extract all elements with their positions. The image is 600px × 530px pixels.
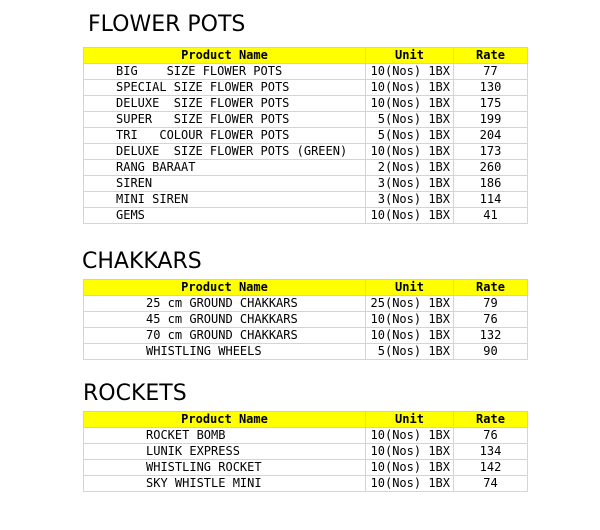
unit-cell: 10(Nos) 1BX (366, 96, 454, 112)
product-name-cell: ROCKET BOMB (84, 428, 366, 444)
unit-cell: 10(Nos) 1BX (366, 208, 454, 224)
table-header-row (84, 48, 528, 64)
column-header-unit: Unit (366, 412, 454, 428)
table-row (84, 144, 528, 160)
flower-pots-table (83, 47, 528, 224)
table-row (84, 192, 528, 208)
table-row (84, 208, 528, 224)
product-name-cell: RANG BARAAT (84, 160, 366, 176)
product-name-cell: LUNIK EXPRESS (84, 444, 366, 460)
unit-cell: 10(Nos) 1BX (366, 476, 454, 492)
table-row (84, 96, 528, 112)
table-row (84, 344, 528, 360)
unit-cell: 5(Nos) 1BX (366, 344, 454, 360)
rate-cell: 175 (454, 96, 528, 112)
rate-cell: 132 (454, 328, 528, 344)
table-row (84, 460, 528, 476)
rockets-table (83, 411, 528, 492)
table-row (84, 328, 528, 344)
unit-cell: 3(Nos) 1BX (366, 192, 454, 208)
rate-cell: 173 (454, 144, 528, 160)
rate-cell: 130 (454, 80, 528, 96)
section-title-flower-pots: FLOWER POTS (88, 12, 246, 37)
product-name-cell: SUPER SIZE FLOWER POTS (84, 112, 366, 128)
product-name-cell: 70 cm GROUND CHAKKARS (84, 328, 366, 344)
rate-cell: 134 (454, 444, 528, 460)
chakkars-table (83, 279, 528, 360)
product-name-cell: TRI COLOUR FLOWER POTS (84, 128, 366, 144)
table-row (84, 296, 528, 312)
product-name-cell: MINI SIREN (84, 192, 366, 208)
product-name-cell: 45 cm GROUND CHAKKARS (84, 312, 366, 328)
column-header-product-name: Product Name (84, 48, 366, 64)
table-row (84, 64, 528, 80)
rate-cell: 260 (454, 160, 528, 176)
column-header-rate: Rate (454, 48, 528, 64)
rate-cell: 41 (454, 208, 528, 224)
section-title-rockets: ROCKETS (83, 381, 187, 406)
rate-cell: 76 (454, 428, 528, 444)
rate-cell: 90 (454, 344, 528, 360)
rate-cell: 77 (454, 64, 528, 80)
column-header-rate: Rate (454, 280, 528, 296)
table-row (84, 80, 528, 96)
unit-cell: 3(Nos) 1BX (366, 176, 454, 192)
table-row (84, 476, 528, 492)
column-header-unit: Unit (366, 280, 454, 296)
unit-cell: 10(Nos) 1BX (366, 444, 454, 460)
product-name-cell: WHISTLING ROCKET (84, 460, 366, 476)
rate-cell: 186 (454, 176, 528, 192)
unit-cell: 10(Nos) 1BX (366, 64, 454, 80)
table-header-row (84, 412, 528, 428)
rate-cell: 142 (454, 460, 528, 476)
rate-cell: 114 (454, 192, 528, 208)
unit-cell: 10(Nos) 1BX (366, 460, 454, 476)
product-name-cell: DELUXE SIZE FLOWER POTS (GREEN) (84, 144, 366, 160)
rate-cell: 204 (454, 128, 528, 144)
product-name-cell: SKY WHISTLE MINI (84, 476, 366, 492)
section-title-chakkars: CHAKKARS (82, 249, 202, 274)
table-header-row (84, 280, 528, 296)
unit-cell: 10(Nos) 1BX (366, 428, 454, 444)
table-row (84, 128, 528, 144)
unit-cell: 2(Nos) 1BX (366, 160, 454, 176)
column-header-rate: Rate (454, 412, 528, 428)
column-header-product-name: Product Name (84, 280, 366, 296)
table-row (84, 176, 528, 192)
unit-cell: 10(Nos) 1BX (366, 312, 454, 328)
column-header-unit: Unit (366, 48, 454, 64)
unit-cell: 5(Nos) 1BX (366, 112, 454, 128)
rate-cell: 199 (454, 112, 528, 128)
unit-cell: 10(Nos) 1BX (366, 144, 454, 160)
unit-cell: 10(Nos) 1BX (366, 80, 454, 96)
unit-cell: 5(Nos) 1BX (366, 128, 454, 144)
product-name-cell: GEMS (84, 208, 366, 224)
product-name-cell: DELUXE SIZE FLOWER POTS (84, 96, 366, 112)
product-name-cell: 25 cm GROUND CHAKKARS (84, 296, 366, 312)
table-row (84, 444, 528, 460)
rate-cell: 74 (454, 476, 528, 492)
product-name-cell: SIREN (84, 176, 366, 192)
table-row (84, 112, 528, 128)
rate-cell: 76 (454, 312, 528, 328)
column-header-product-name: Product Name (84, 412, 366, 428)
unit-cell: 10(Nos) 1BX (366, 328, 454, 344)
table-row (84, 428, 528, 444)
product-name-cell: BIG SIZE FLOWER POTS (84, 64, 366, 80)
unit-cell: 25(Nos) 1BX (366, 296, 454, 312)
product-name-cell: WHISTLING WHEELS (84, 344, 366, 360)
table-row (84, 160, 528, 176)
rate-cell: 79 (454, 296, 528, 312)
product-name-cell: SPECIAL SIZE FLOWER POTS (84, 80, 366, 96)
table-row (84, 312, 528, 328)
